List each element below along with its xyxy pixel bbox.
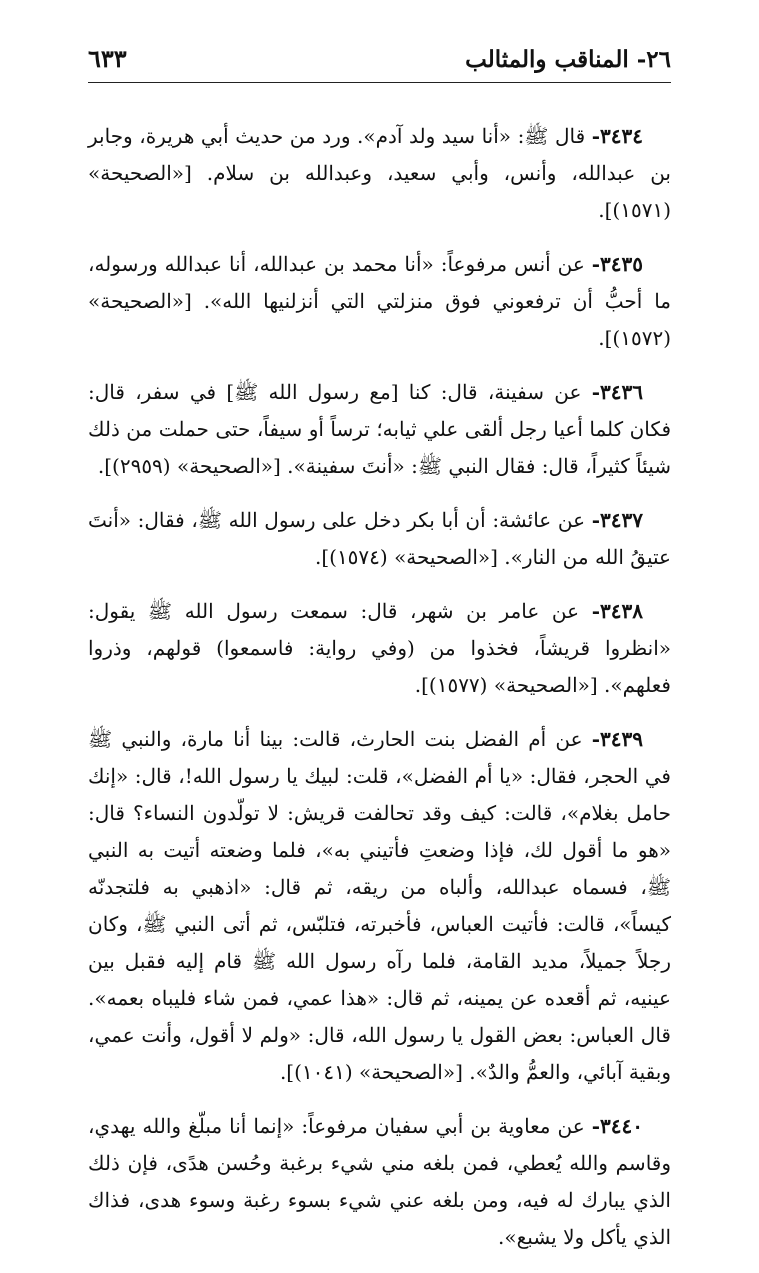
hadith-number: ٣٤٣٦- xyxy=(591,380,643,404)
hadith-number: ٣٤٣٩- xyxy=(591,727,643,751)
page-body xyxy=(88,118,671,1273)
hadith-paragraph xyxy=(88,246,671,357)
hadith-text: عن أم الفضل بنت الحارث، قالت: بينا أنا مارة، والنبي ﷺ في الحجر، فقال: «يا أم الفضل»، قلت: لبيك يا رسول الله!، قال: «إنك حامل بغلام»، قالت: كيف وقد تحالفت قريش: لا تولّدون النساء؟ قال: «هو ما أقول لك، فإذا وضعتِ فأتيني به»، فلما وضعته أتيت به النبي ﷺ، فسماه عبدالله، وألباه من ريقه، ثم قال: «اذهبي به فلتجدنّه كيساً»، قالت: فأتيت العباس، فأخبرته، فتلبّس، ثم أتى النبي ﷺ، وكان رجلاً جميلاً، مديد القامة، فلما رآه رسول الله ﷺ قام إليه فقبل بين عينيه، ثم أقعده عن يمينه، ثم قال: «هذا عمي، فمن شاء فليباه بعمه». قال العباس: بعض القول يا رسول الله، قال: «ولم لا أقول، وأنت عمي، وبقية آبائي، والعمُّ والدٌ». [«الصحيحة» (١٠٤١)]. xyxy=(88,727,671,1084)
hadith-number: ٣٤٣٥- xyxy=(591,252,643,276)
page-number: ٦٣٣ xyxy=(88,44,127,73)
hadith-text: عن أنس مرفوعاً: «أنا محمد بن عبدالله، أنا عبدالله ورسوله، ما أحبُّ أن ترفعوني فوق منزلتي التي أنزلنيها الله». [«الصحيحة» (١٥٧٢)]. xyxy=(88,252,671,350)
hadith-text: عن معاوية بن أبي سفيان مرفوعاً: «إنما أنا مبلّغ والله يهدي، وقاسم والله يُعطي، فمن بلغه مني شيء برغبة وحُسن هدًى، فإن ذلك الذي يبارك له فيه، ومن بلغه عني شيء بسوء رغبة وسوء هدى، فذاك الذي يأكل ولا يشبع». xyxy=(88,1114,671,1249)
hadith-paragraph xyxy=(88,1108,671,1256)
hadith-text: عن عامر بن شهر، قال: سمعت رسول الله ﷺ يقول: «انظروا قريشاً، فخذوا من (وفي رواية: فاسمعوا) قولهم، وذروا فعلهم». [«الصحيحة» (١٥٧٧)]. xyxy=(88,599,671,697)
hadith-paragraph xyxy=(88,118,671,229)
hadith-text: قال ﷺ: «أنا سيد ولد آدم». ورد من حديث أبي هريرة، وجابر بن عبدالله، وأنس، وأبي سعيد، وعبدالله بن سلام. [«الصحيحة» (١٥٧١)]. xyxy=(88,124,671,222)
chapter-title: ٢٦- المناقب والمثالب xyxy=(465,46,671,73)
hadith-number: ٣٤٤٠- xyxy=(591,1114,644,1138)
hadith-text: عن عائشة: أن أبا بكر دخل على رسول الله ﷺ، فقال: «أنتَ عتيقُ الله من النار». [«الصحيحة» (١٥٧٤)]. xyxy=(88,508,671,569)
hadith-paragraph xyxy=(88,374,671,485)
hadith-number: ٣٤٣٧- xyxy=(591,508,643,532)
hadith-number: ٣٤٣٤- xyxy=(591,124,643,148)
hadith-paragraph xyxy=(88,721,671,1091)
hadith-number: ٣٤٣٨- xyxy=(591,599,643,623)
hadith-paragraph xyxy=(88,593,671,704)
hadith-paragraph xyxy=(88,502,671,576)
hadith-text: عن سفينة، قال: كنا [مع رسول الله ﷺ] في سفر، قال: فكان كلما أعيا رجل ألقى علي ثيابه؛ ترساً أو سيفاً، حتى حملت من ذلك شيئاً كثيراً، قال: فقال النبي ﷺ: «أنتَ سفينة». [«الصحيحة» (٢٩٥٩)]. xyxy=(88,380,671,478)
page-header xyxy=(88,40,671,83)
